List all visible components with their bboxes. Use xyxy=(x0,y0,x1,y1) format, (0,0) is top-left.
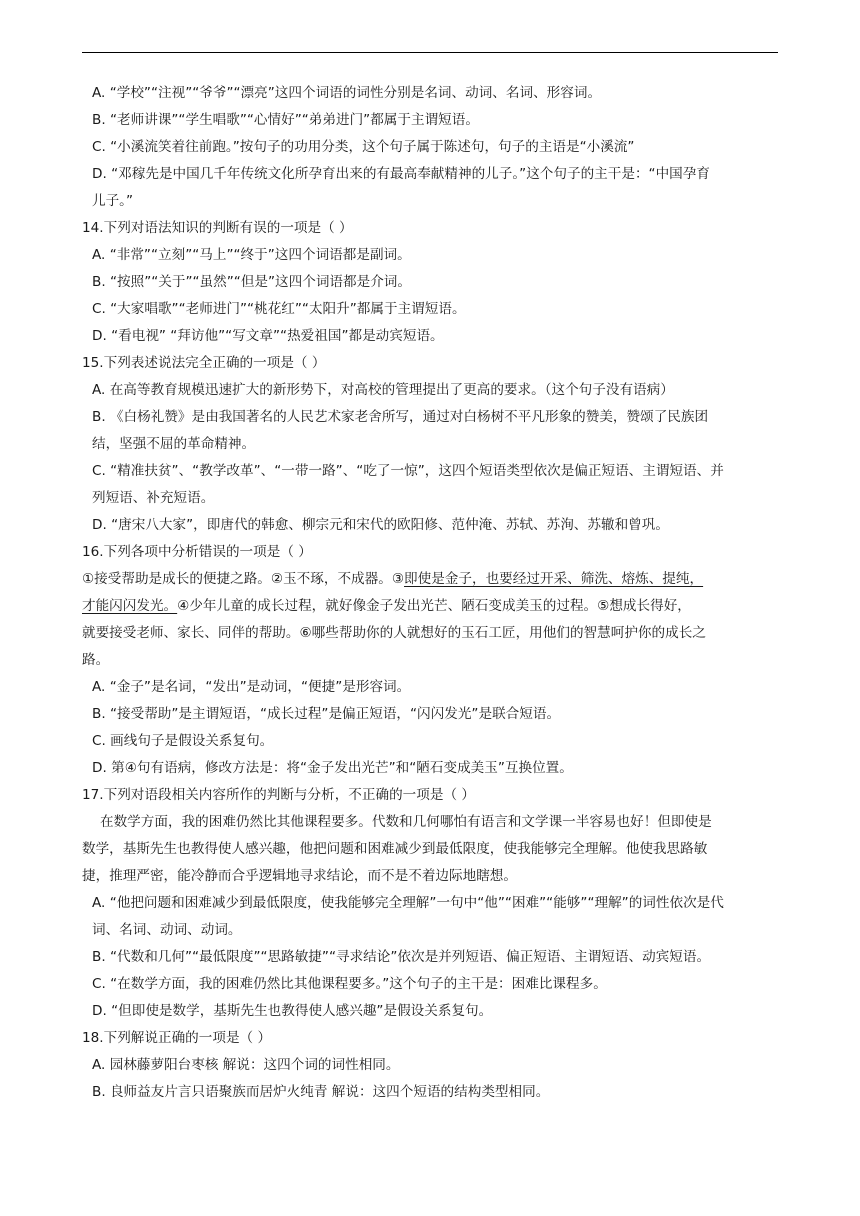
q17-option-a xyxy=(82,890,778,944)
q17-passage-line2: 数学，基斯先生也教得使人感兴趣，他把问题和困难减少到最低限度，使我能够完全理解。他使我思路敏 xyxy=(82,841,708,857)
q17-option-d: D. “但即使是数学，基斯先生也教得使人感兴趣”是假设关系复句。 xyxy=(92,1003,493,1019)
question-15: 15.下列表述说法完全正确的一项是（ ） xyxy=(82,355,326,371)
q18-option-b: B. 良师益友片言只语聚族而居炉火纯青 解说：这四个短语的结构类型相同。 xyxy=(92,1084,550,1100)
q17-option-a-line1: A. “他把问题和困难减少到最低限度，使我能够完全理解”一句中“他”“困难”“能够”“理解”的词性依次是代 xyxy=(92,895,724,911)
q15-option-a: A. 在高等教育规模迅速扩大的新形势下，对高校的管理提出了更高的要求。（这个句子没有语病） xyxy=(92,382,674,398)
q15-option-b-line2: 结，坚强不屈的革命精神。 xyxy=(92,436,256,452)
q13-option-b: B. “老师讲课”“学生唱歌”“心情好”“弟弟进门”都属于主谓短语。 xyxy=(92,112,479,128)
q16-passage xyxy=(82,566,778,674)
q16-passage-line4: 路。 xyxy=(82,652,110,668)
q16-passage-line1a: ①接受帮助是成长的便捷之路。②玉不琢，不成器。③ xyxy=(82,571,405,587)
exam-content xyxy=(82,80,778,1106)
q13-option-d-line2: 儿子。” xyxy=(92,193,134,209)
q15-option-d: D. “唐宋八大家”，即唐代的韩愈、柳宗元和宋代的欧阳修、范仲淹、苏轼、苏洵、苏辙和曾巩。 xyxy=(92,517,669,533)
question-16: 16.下列各项中分析错误的一项是（ ） xyxy=(82,544,312,560)
q13-option-a: A. “学校”“注视”“爷爷”“漂亮”这四个词语的词性分别是名词、动词、名词、形容词。 xyxy=(92,85,602,101)
q15-option-c-line2: 列短语、补充短语。 xyxy=(92,490,215,506)
q13-option-d xyxy=(82,161,778,215)
q14-option-c: C. “大家唱歌”“老师进门”“桃花红”“太阳升”都属于主谓短语。 xyxy=(92,301,466,317)
q16-option-c: C. 画线句子是假设关系复句。 xyxy=(92,733,274,749)
q17-option-b: B. “代数和几何”“最低限度”“思路敏捷”“寻求结论”依次是并列短语、偏正短语、主谓短语、动宾短语。 xyxy=(92,949,711,965)
q15-option-b-line1: B. 《白杨礼赞》是由我国著名的人民艺术家老舍所写，通过对白杨树不平凡形象的赞美，赞颂了民族团 xyxy=(92,409,709,425)
q15-option-b xyxy=(82,404,778,458)
q17-passage xyxy=(82,809,778,890)
question-14: 14.下列对语法知识的判断有误的一项是（ ） xyxy=(82,220,353,236)
q16-underlined-sentence-part2: 才能闪闪发光。 xyxy=(82,598,178,614)
q16-passage-line2b: ④少年儿童的成长过程，就好像金子发出光芒、陋石变成美玉的过程。⑤想成长得好， xyxy=(177,598,691,614)
q16-option-b: B. “接受帮助”是主谓短语，“成长过程”是偏正短语，“闪闪发光”是联合短语。 xyxy=(92,706,561,722)
q16-option-d: D. 第④句有语病，修改方法是：将“金子发出光芒”和“陋石变成美玉”互换位置。 xyxy=(92,760,573,776)
q16-passage-line3: 就要接受老师、家长、同伴的帮助。⑥哪些帮助你的人就想好的玉石工匠，用他们的智慧呵护你的成长之 xyxy=(82,625,706,641)
question-17: 17.下列对语段相关内容所作的判断与分析，不正确的一项是（ ） xyxy=(82,787,475,803)
q17-option-c: C. “在数学方面，我的困难仍然比其他课程要多。”这个句子的主干是：困难比课程多。 xyxy=(92,976,607,992)
question-18: 18.下列解说正确的一项是（ ） xyxy=(82,1030,272,1046)
q15-option-c-line1: C. “精准扶贫”、“教学改革”、“一带一路”、“吃了一惊”，这四个短语类型依次是偏正短语、主谓短语、并 xyxy=(92,463,724,479)
q14-option-d: D. “看电视” “拜访他”“写文章”“热爱祖国”都是动宾短语。 xyxy=(92,328,444,344)
q13-option-c: C. “小溪流笑着往前跑。”按句子的功用分类，这个句子属于陈述句，句子的主语是“小溪流” xyxy=(92,139,635,155)
header-rule xyxy=(82,52,778,53)
q16-option-a: A. “金子”是名词，“发出”是动词，“便捷”是形容词。 xyxy=(92,679,411,695)
q18-option-a: A. 园林藤萝阳台枣核 解说：这四个词的词性相同。 xyxy=(92,1057,400,1073)
q13-option-d-line1: D. “邓稼先是中国几千年传统文化所孕育出来的有最高奉献精神的儿子。”这个句子的主干是：“中国孕育 xyxy=(92,166,710,182)
q17-passage-line3: 捷，推理严密，能冷静而合乎逻辑地寻求结论，而不是不着边际地瞎想。 xyxy=(82,868,517,884)
q14-option-a: A. “非常”“立刻”“马上”“终于”这四个词语都是副词。 xyxy=(92,247,411,263)
q17-option-a-line2: 词、名词、动词、动词。 xyxy=(92,922,242,938)
q14-option-b: B. “按照”“关于”“虽然”“但是”这四个词语都是介词。 xyxy=(92,274,411,290)
q17-passage-line1: 在数学方面，我的困难仍然比其他课程要多。代数和几何哪怕有语言和文学课一半容易也好！但即使是 xyxy=(100,814,712,830)
q16-underlined-sentence-part1: 即使是金子，也要经过开采、筛洗、熔炼、提纯， xyxy=(404,571,704,587)
q15-option-c xyxy=(82,458,778,512)
